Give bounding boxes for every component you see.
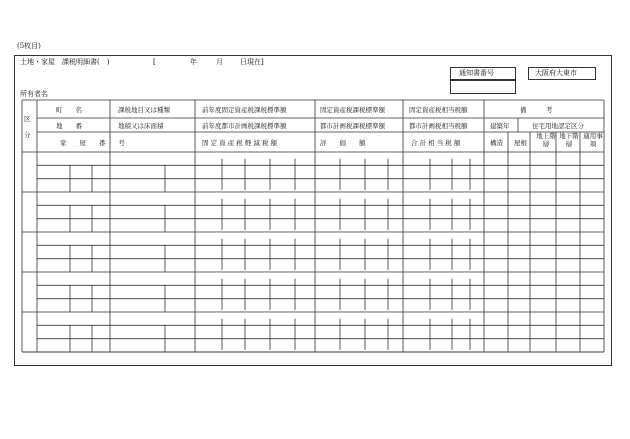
header-roof: 屋根: [514, 139, 527, 147]
header-built-year: 建築年: [490, 122, 510, 130]
date-day: 日現在]: [240, 58, 264, 66]
header-prev-fixed-std: 前年度固定資産税課税標準額: [202, 106, 287, 114]
header-city-std: 都市計画税課税標準額: [320, 122, 385, 130]
date-month: 月: [216, 58, 223, 66]
header-remarks: 備 考: [520, 106, 553, 114]
header-below-floors: 地下階層: [559, 132, 579, 148]
date-open-bracket: [: [153, 58, 156, 66]
header-lot: 地 番: [56, 122, 82, 130]
header-structure: 構造: [490, 139, 503, 147]
header-house-number: 家 屋 番 号: [60, 139, 125, 147]
header-housing-land: 住宅用地認定区分: [532, 122, 584, 130]
header-fixed-reduction: 固 定 資 産 税 軽 減 税 額: [202, 139, 278, 147]
header-applicable: 適用事項: [583, 132, 603, 148]
header-area: 地積又は床面積: [118, 122, 164, 130]
notice-number-label: 通知書番号: [459, 69, 494, 77]
header-city-tax: 都市計画税相当税額: [409, 122, 468, 130]
date-year: 年: [190, 58, 197, 66]
header-prev-city-std: 前年度都市計画税課税標準額: [202, 122, 287, 130]
header-valuation: 評 価 額: [320, 139, 366, 147]
header-fixed-std: 固定資産税課税標準額: [320, 106, 385, 114]
sheet-number: (5枚目): [17, 42, 41, 50]
header-fixed-tax: 固定資産税相当税額: [409, 106, 468, 114]
city-name: 大阪府大東市: [535, 69, 577, 77]
kubun-label-1: 区: [24, 115, 31, 123]
form-title: 土地・家屋 課税明細書( ): [20, 58, 110, 66]
owner-label: 所有者名: [20, 90, 48, 98]
header-town: 町 名: [56, 106, 82, 114]
header-land-category: 課税地目又は種類: [118, 106, 170, 114]
kubun-label-2: 分: [24, 131, 31, 139]
header-above-floors: 地上階層: [536, 132, 556, 148]
header-total-tax: 合 計 相 当 税 額: [411, 139, 461, 147]
